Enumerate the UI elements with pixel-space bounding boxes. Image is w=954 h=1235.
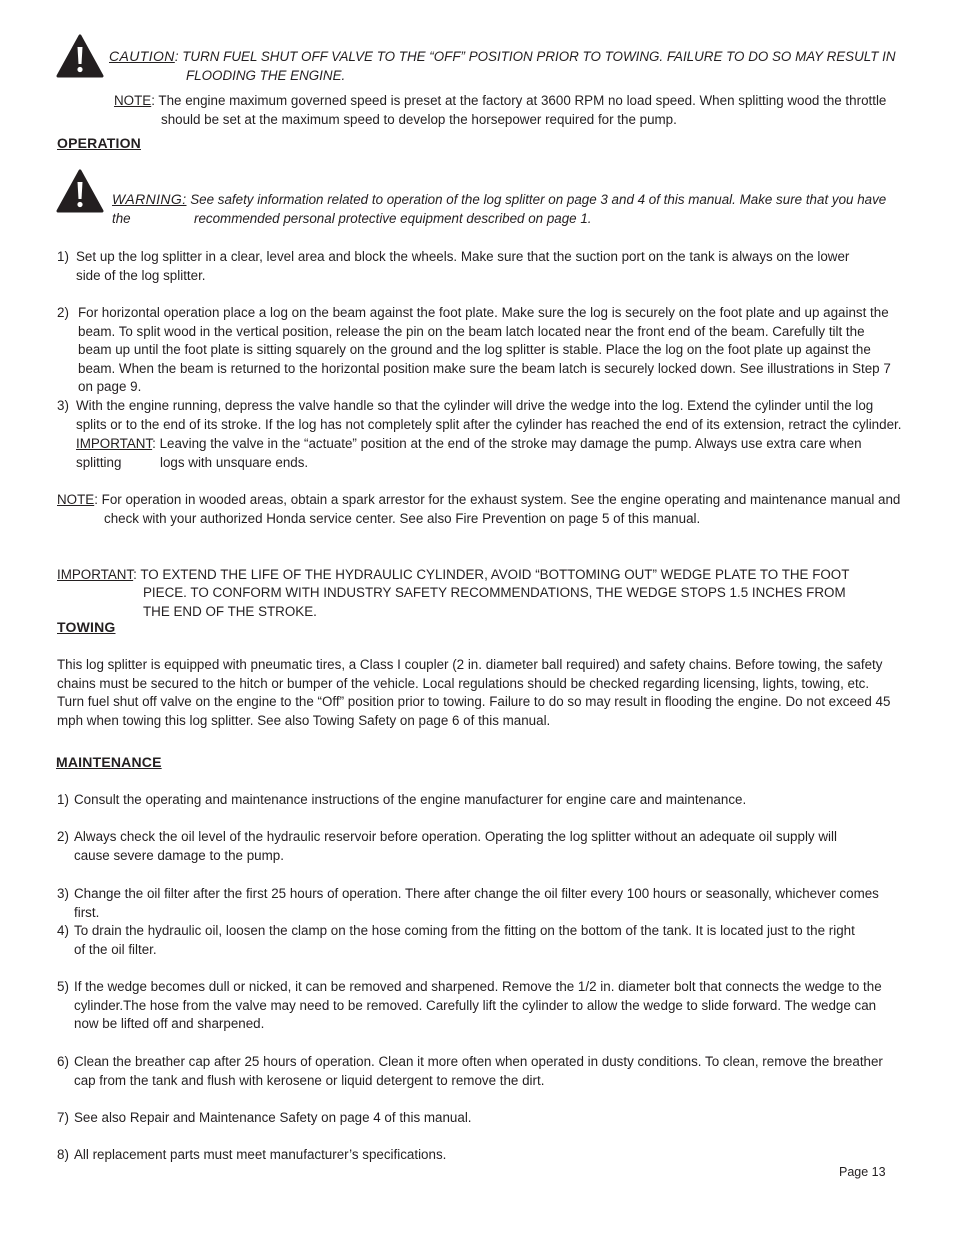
- warning-triangle-icon: [56, 34, 104, 78]
- warning-line1: See safety information related to operation of the log splitter on page 3 and 4 of this manual. Make sure that you have the: [112, 192, 887, 226]
- important-cylinder-line3: THE END OF THE STROKE.: [143, 604, 317, 619]
- note-spark-arrestor: NOTE: For operation in wooded areas, obtain a spark arrestor for the exhaust system. See the engine operating and maintenance manual and: [57, 492, 901, 507]
- page-number: Page 13: [839, 1165, 886, 1179]
- important-valve-line2: logs with unsquare ends.: [160, 455, 309, 470]
- towing-paragraph: This log splitter is equipped with pneumatic tires, a Class I coupler (2 in. diameter ball required) and safety chains. Before towing, the safety chains must be secured to the hitch or bumper of the vehicle. Local regulations should be checked regarding licensing, lights, towing, etc. Turn fuel shut off valve on the engine to the “Off” position prior to towing. Failure to do so may result in flooding the engine. Do not exceed 45 mph when towing this log splitter. See also Towing Safety on page 6 of this manual.: [57, 657, 891, 728]
- note-governed-line1: : The engine maximum governed speed is preset at the factory at 3600 RPM no load speed. When splitting wood the throttle: [151, 93, 887, 108]
- warning-line2: recommended personal protective equipment described on page 1.: [194, 211, 592, 226]
- important-cylinder-note: IMPORTANT: TO EXTEND THE LIFE OF THE HYDRAULIC CYLINDER, AVOID “BOTTOMING OUT” WEDGE PLATE TO THE FOOT: [57, 567, 850, 582]
- note-label: NOTE: [57, 492, 95, 507]
- caution-text-line1: : TURN FUEL SHUT OFF VALVE TO THE “OFF” POSITION PRIOR TO TOWING. FAILURE TO DO SO MAY RESULT IN: [174, 49, 896, 64]
- note-label: NOTE: [114, 93, 152, 108]
- maintenance-heading: MAINTENANCE: [56, 754, 162, 770]
- caution-notice: [109, 47, 909, 67]
- warning-label: WARNING:: [112, 191, 187, 207]
- important-label: IMPORTANT: [57, 567, 134, 582]
- caution-label: CAUTION: [109, 48, 175, 64]
- towing-heading: TOWING: [57, 619, 116, 635]
- note-governed-line2: should be set at the maximum speed to develop the horsepower required for the pump.: [161, 112, 677, 127]
- operation-heading: OPERATION: [57, 135, 141, 151]
- warning-triangle-icon: [56, 169, 104, 213]
- caution-text-line2: FLOODING THE ENGINE.: [186, 68, 346, 83]
- note-governed-speed: [114, 92, 914, 111]
- important-label: IMPORTANT: [76, 436, 153, 451]
- important-cylinder-line2: PIECE. TO CONFORM WITH INDUSTRY SAFETY RECOMMENDATIONS, THE WEDGE STOPS 1.5 INCHES FROM: [143, 585, 846, 600]
- note-spark-arrestor-line2: check with your authorized Honda service center. See also Fire Prevention on page 5 of this manual.: [104, 511, 701, 526]
- important-valve-note: IMPORTANT: Leaving the valve in the “actuate” position at the end of the stroke may damage the pump. Always use extra care when splitting: [76, 436, 862, 470]
